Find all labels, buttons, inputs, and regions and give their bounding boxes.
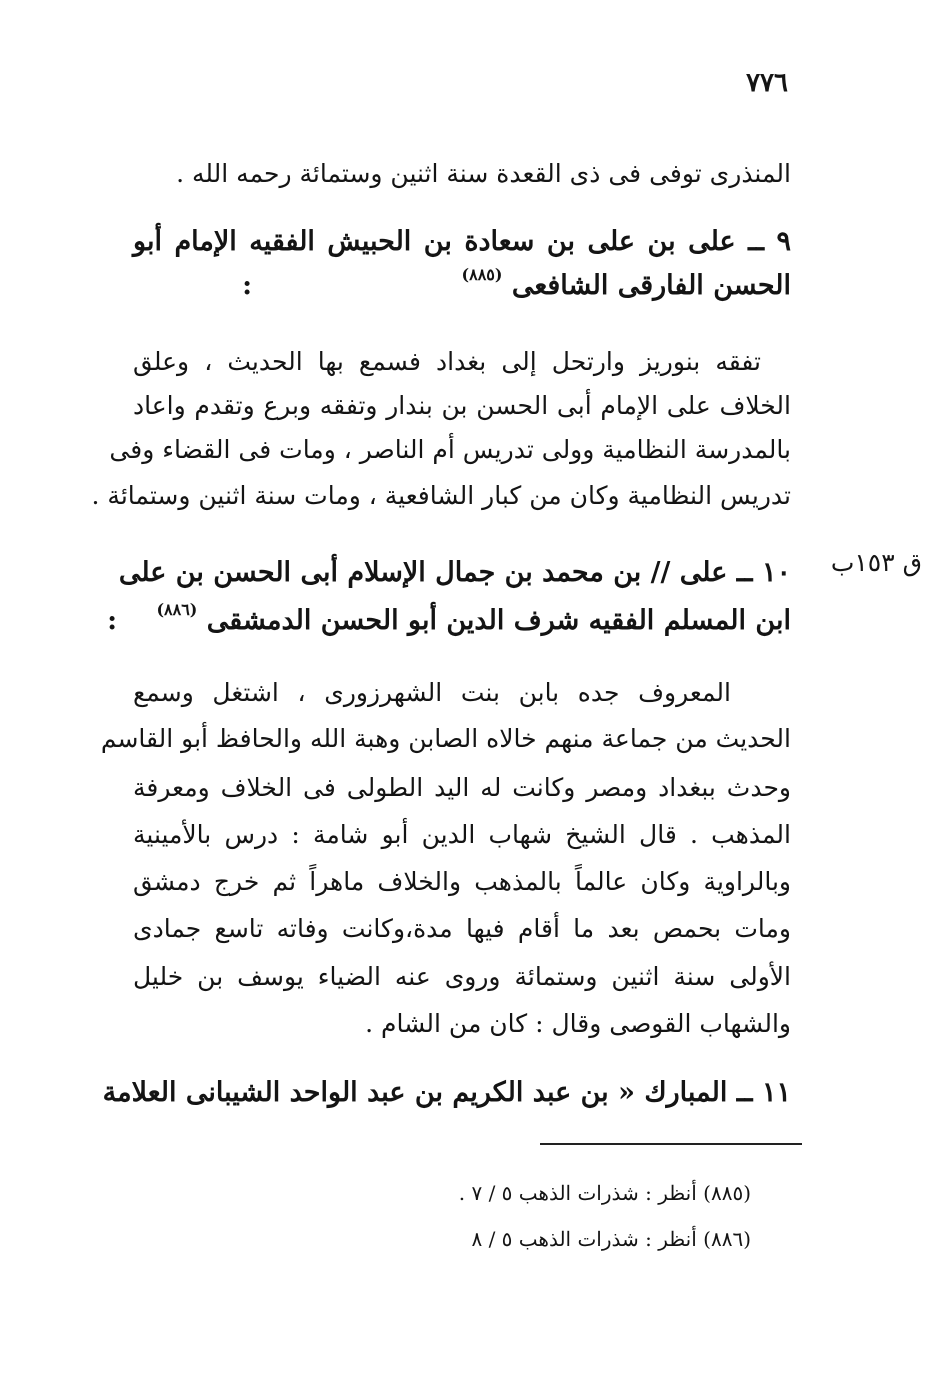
entry-10-body-line: المعروف جده بابن بنت الشهرزورى ، اشتغل وسمع: [133, 678, 731, 707]
entry-10-heading-name: ابن المسلم الفقيه شرف الدين أبو الحسن الدمشقى: [206, 605, 791, 636]
entry-9-body-line: تدريس النظامية وكان من كبار الشافعية ، ومات سنة اثنين وستمائة .: [91, 481, 791, 510]
entry-10-colon: :: [107, 605, 118, 636]
entry-10-heading-line-2: [107, 600, 791, 644]
entry-10-body-line: والشهاب القوصى وقال : كان من الشام .: [365, 1009, 791, 1038]
entry-9-heading-line-1: ٩ ــ على بن على بن سعادة بن الحبيش الفقيه الإمام أبو: [133, 226, 791, 257]
entry-10-body-line: وحدث ببغداد ومصر وكانت له اليد الطولى فى الخلاف ومعرفة: [133, 773, 791, 802]
footnote-ref-885: (٨٨٥): [461, 265, 503, 284]
entry-10-body-line: الأولى سنة اثنين وستمائة وروى عنه الضياء يوسف بن خليل: [133, 962, 791, 991]
entry-10-body-line: المذهب . قال الشيخ شهاب الدين أبو شامة : درس بالأمينية: [133, 820, 791, 849]
entry-10-body-line: وبالراوية وكان عالماً بالمذهب والخلاف ماهراً ثم خرج دمشق: [133, 867, 791, 896]
entry-9-body-line: بالمدرسة النظامية وولى تدريس أم الناصر ، ومات فى القضاء وفى: [109, 435, 791, 464]
entry-10-body-line: ومات بحمص بعد ما أقام فيها مدة،وكانت وفاته تاسع جمادى: [133, 914, 791, 943]
footnote-divider: [540, 1143, 802, 1145]
entry-9-colon: :: [242, 270, 253, 301]
continuation-line: المنذرى توفى فى ذى القعدة سنة اثنين وستمائة رحمه الله .: [176, 159, 791, 188]
manuscript-folio-note: ق ١٥٣ب: [830, 548, 922, 577]
entry-9-body-line: الخلاف على الإمام أبى الحسن بن بندار وتفقه وبرع وتقدم واعاد: [133, 391, 791, 420]
entry-11-heading-line-1: ١١ ــ المبارك « بن عبد الكريم بن عبد الواحد الشيبانى العلامة: [102, 1077, 791, 1108]
footnote-885: (٨٨٥) أنظر : شذرات الذهب ٥ / ٧ .: [458, 1181, 751, 1205]
page-number: ٧٧٦: [746, 68, 788, 98]
entry-10-body-line: الحديث من جماعة منهم خالاه الصابن وهبة الله والحافظ أبو القاسم: [100, 724, 791, 753]
entry-9-heading-line-2: [133, 266, 791, 309]
footnote-886: (٨٨٦) أنظر : شذرات الذهب ٥ / ٨: [471, 1227, 751, 1251]
entry-9-heading-name: الحسن الفارقى الشافعى: [511, 270, 791, 301]
entry-9-body-line: تفقه بنوريز وارتحل إلى بغداد فسمع بها الحديث ، وعلق: [133, 347, 761, 376]
footnote-ref-886: (٨٨٦): [156, 600, 198, 619]
entry-10-heading-line-1: ١٠ ــ على // بن محمد بن جمال الإسلام أبى الحسن بن على: [118, 557, 791, 588]
